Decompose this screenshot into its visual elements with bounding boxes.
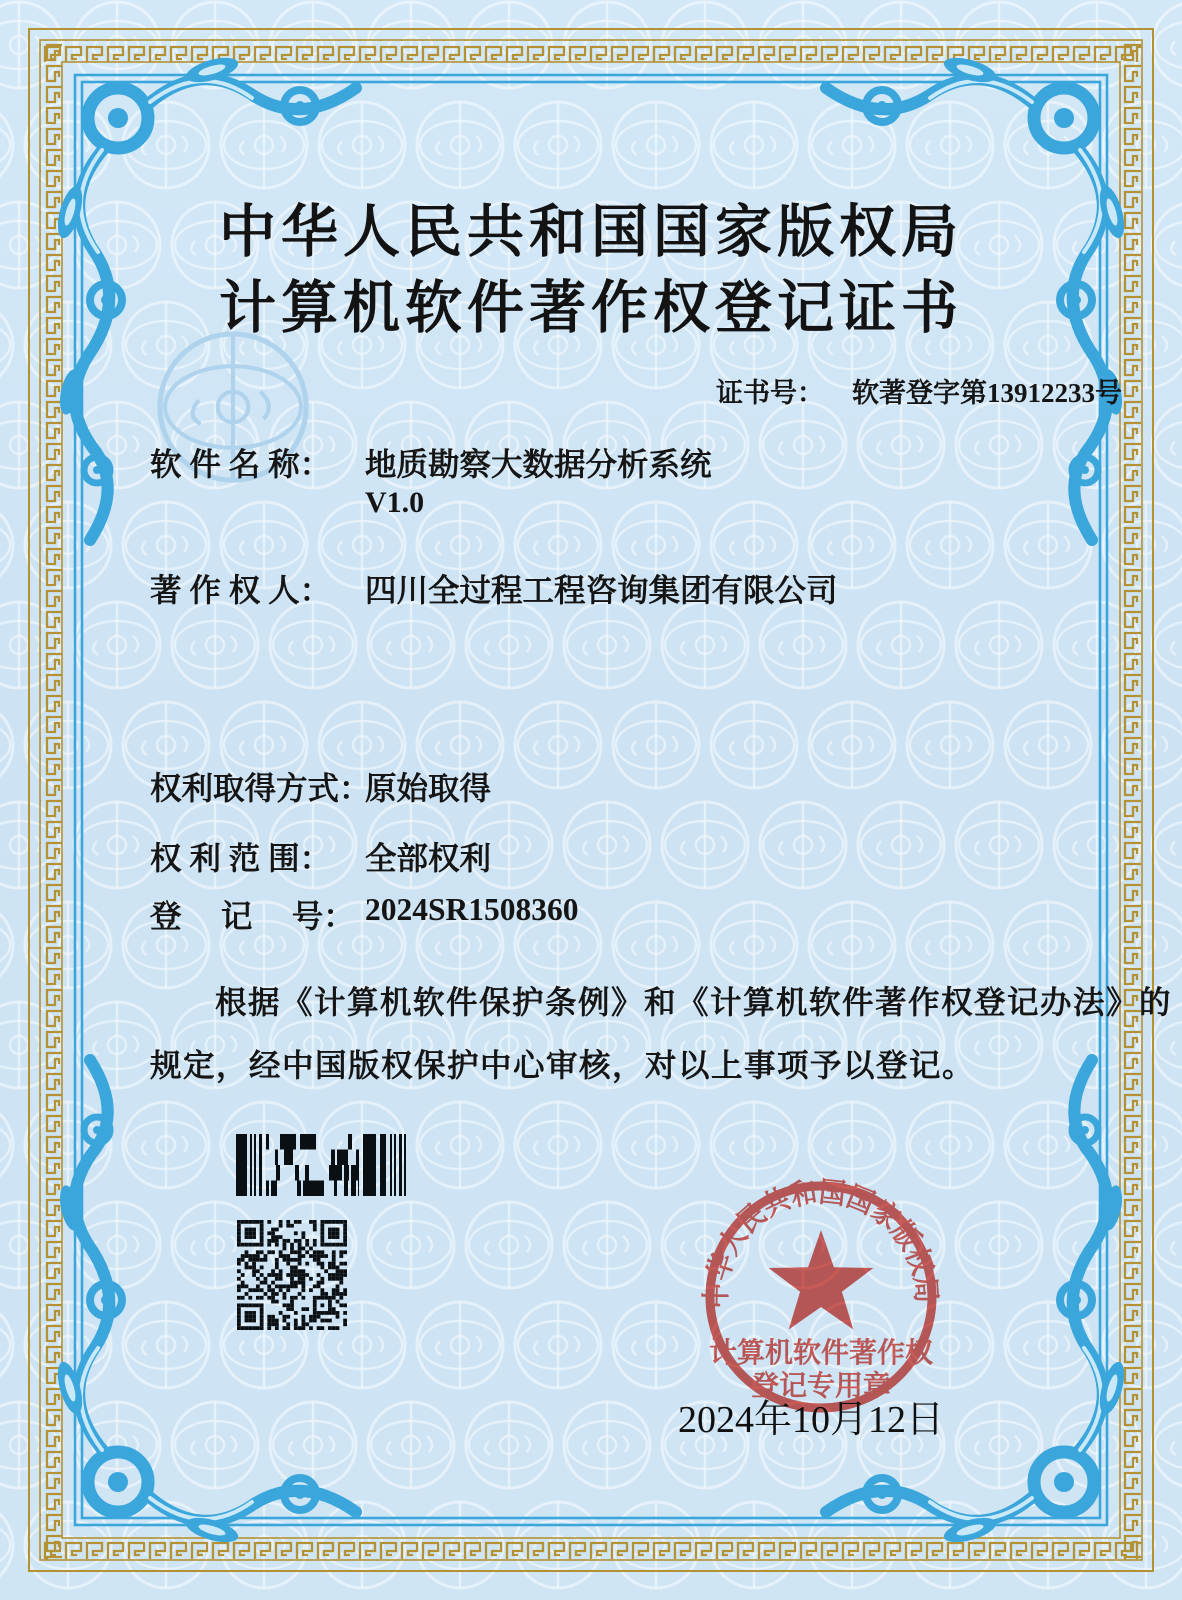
statement-line-1: 根据《计算机软件保护条例》和《计算机软件著作权登记办法》的 <box>215 985 1173 1020</box>
seal-arc-text: 中华人民共和国国家版权局 <box>700 1176 942 1309</box>
field-value-rights-scope: 全部权利 <box>365 841 492 876</box>
authority-title: 中华人民共和国国家版权局 <box>219 201 963 264</box>
field-label-registration-number: 登 记 号： <box>150 899 355 934</box>
certificate-number-row <box>716 371 1122 410</box>
field-label-copyright-owner: 著 作 权 人： <box>150 573 332 608</box>
field-value-software-version: V1.0 <box>365 486 425 519</box>
field-row-rights-scope <box>0 834 1182 874</box>
statement-line-2: 规定，经中国版权保护中心审核，对以上事项予以登记。 <box>150 1048 976 1083</box>
field-value-registration-number: 2024SR1508360 <box>365 892 579 927</box>
field-value-acquisition-method: 原始取得 <box>365 771 492 806</box>
barcode-pdf417 <box>236 1134 408 1196</box>
field-label-rights-scope: 权 利 范 围： <box>150 841 332 876</box>
certificate-number-label: 证书号： <box>716 378 824 408</box>
field-value-copyright-owner: 四川全过程工程咨询集团有限公司 <box>365 573 838 608</box>
seal-text-line1: 计算机软件著作权 <box>708 1338 934 1369</box>
qr-code <box>237 1220 347 1330</box>
field-value-software-name: 地质勘察大数据分析系统 <box>365 447 712 482</box>
field-row-acquisition-method <box>0 764 1182 804</box>
seal-star <box>769 1230 874 1330</box>
seal-text-line2: 登记专用章 <box>750 1371 892 1402</box>
field-label-software-name: 软 件 名 称： <box>150 447 332 482</box>
field-row-copyright-owner <box>0 566 1182 606</box>
field-row-software-name <box>0 440 1182 480</box>
field-label-acquisition-method: 权利取得方式： <box>150 771 371 806</box>
certificate-title: 计算机软件著作权登记证书 <box>219 277 963 340</box>
field-row-registration-number <box>0 892 1182 932</box>
registration-date: 2024年10月12日 <box>677 1399 944 1441</box>
certificate-number-value: 软著登字第13912233号 <box>852 378 1122 408</box>
